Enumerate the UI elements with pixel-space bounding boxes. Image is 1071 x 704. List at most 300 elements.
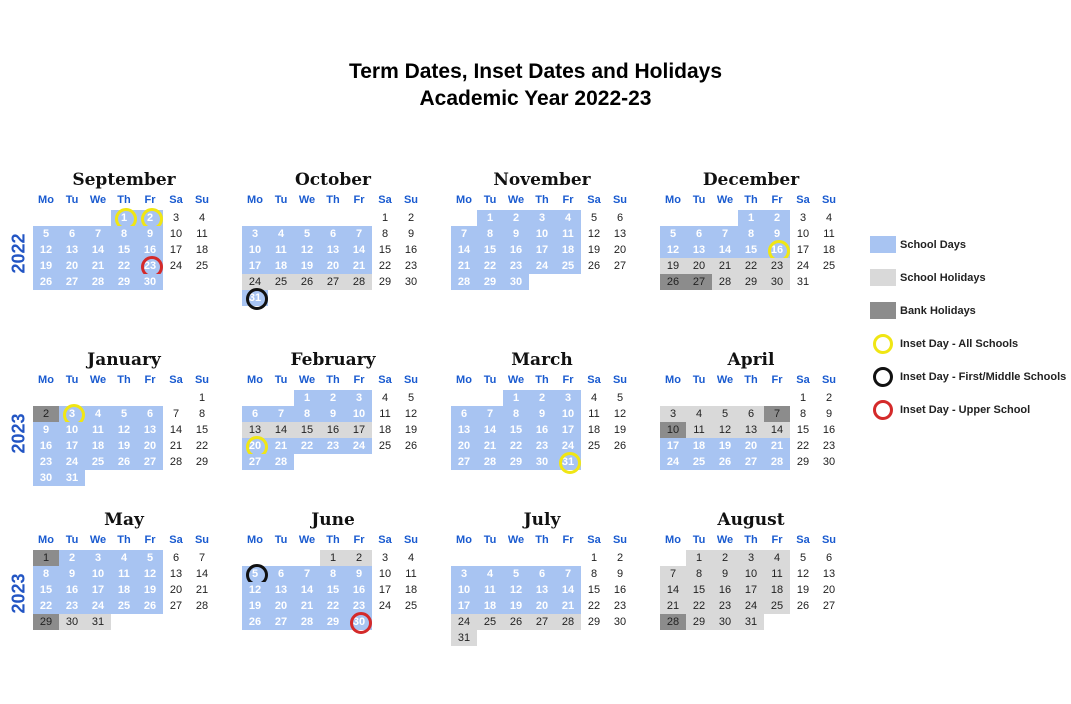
day-cell: 24 — [451, 614, 477, 630]
weekday-label: We — [507, 534, 525, 546]
day-cell: 2 — [764, 210, 790, 226]
inset-day-marker-icon — [559, 452, 581, 474]
weekday-header — [33, 374, 215, 390]
day-cell: 11 — [196, 228, 208, 240]
day-cell: 6 — [268, 566, 294, 582]
weekday-label: Th — [744, 374, 758, 386]
weekday-label: Su — [194, 534, 210, 546]
day-cell: 28 — [346, 274, 372, 290]
month-may — [33, 510, 215, 646]
school-days-swatch — [870, 236, 896, 253]
day-cell: 12 — [660, 242, 686, 258]
day-cell: 15 — [796, 424, 810, 436]
day-cell: 28 — [195, 600, 209, 612]
month-february — [242, 350, 424, 486]
day-cell: 13 — [320, 242, 346, 258]
day-cell: 22 — [378, 260, 392, 272]
weekday-label: Mo — [456, 374, 472, 386]
weekday-label: Tu — [65, 374, 79, 386]
day-cell: 4 — [555, 210, 581, 226]
day-cell: 24 — [85, 598, 111, 614]
weekday-header — [242, 374, 424, 390]
day-cell: 8 — [590, 568, 598, 580]
day-cell: 15 — [738, 242, 764, 258]
day-cell: 22 — [686, 598, 712, 614]
day-cell: 18 — [85, 438, 111, 454]
day-cell: 20 — [320, 258, 346, 274]
day-cell: 24 — [660, 454, 686, 470]
day-cell: 13 — [137, 422, 163, 438]
day-cell: 22 — [294, 438, 320, 454]
day-cell: 27 — [613, 260, 627, 272]
day-cell: 21 — [195, 584, 209, 596]
weekday-header — [660, 534, 842, 550]
weekday-label: We — [507, 374, 525, 386]
month-march — [451, 350, 633, 486]
weekday-header — [242, 194, 424, 210]
day-cell: 5 — [616, 392, 624, 404]
weekday-header — [33, 194, 215, 210]
day-cell: 16 — [346, 582, 372, 598]
day-cell: 27 — [59, 274, 85, 290]
weekday-label: Su — [821, 374, 837, 386]
weekday-label: Su — [403, 534, 419, 546]
weekday-label: Mo — [247, 374, 263, 386]
legend-item-inset-upper — [870, 393, 1066, 426]
day-cell: 23 — [712, 598, 738, 614]
day-cell: 16 — [503, 242, 529, 258]
day-cell: 13 — [613, 228, 627, 240]
weekday-label: Mo — [665, 194, 681, 206]
weekday-label: Su — [194, 194, 210, 206]
day-cell: 14 — [451, 242, 477, 258]
day-cell: 4 — [381, 392, 389, 404]
day-cell: 6 — [825, 552, 833, 564]
day-cell: 2 — [346, 550, 372, 566]
day-cell: 10 — [555, 406, 581, 422]
day-cell: 6 — [451, 406, 477, 422]
day-cell: 2 — [59, 550, 85, 566]
day-cell: 22 — [33, 598, 59, 614]
day-cell: 25 — [686, 454, 712, 470]
day-cell: 22 — [738, 258, 764, 274]
day-grid — [33, 390, 215, 486]
day-cell: 25 — [195, 260, 209, 272]
day-cell: 31 — [555, 454, 581, 470]
day-cell: 14 — [294, 582, 320, 598]
day-cell: 26 — [503, 614, 529, 630]
day-cell: 1 — [477, 210, 503, 226]
day-cell: 17 — [529, 242, 555, 258]
day-cell: 20 — [242, 438, 268, 454]
year-label-2023-b: 2023 — [8, 573, 29, 614]
month-january — [33, 350, 215, 486]
day-cell: 19 — [587, 244, 601, 256]
day-cell: 11 — [111, 566, 137, 582]
day-cell: 13 — [268, 582, 294, 598]
day-cell: 7 — [451, 226, 477, 242]
red-circle-icon — [873, 400, 893, 420]
day-cell: 18 — [111, 582, 137, 598]
day-cell: 8 — [294, 406, 320, 422]
day-cell: 26 — [242, 614, 268, 630]
day-cell: 26 — [294, 274, 320, 290]
day-cell: 11 — [588, 408, 600, 420]
day-cell: 3 — [85, 550, 111, 566]
day-cell: 1 — [33, 550, 59, 566]
day-cell: 27 — [242, 454, 268, 470]
day-cell: 24 — [346, 438, 372, 454]
day-cell: 26 — [613, 440, 627, 452]
day-cell: 6 — [59, 226, 85, 242]
day-cell: 7 — [555, 566, 581, 582]
weekday-header — [33, 534, 215, 550]
day-cell: 22 — [503, 438, 529, 454]
weekday-label: Su — [821, 194, 837, 206]
weekday-label: We — [716, 374, 734, 386]
weekday-label: We — [298, 374, 316, 386]
day-cell: 31 — [796, 276, 810, 288]
day-cell: 31 — [738, 614, 764, 630]
day-cell: 1 — [294, 390, 320, 406]
day-cell: 18 — [587, 424, 601, 436]
weekday-header — [451, 194, 633, 210]
weekday-header — [451, 374, 633, 390]
day-cell: 3 — [59, 406, 85, 422]
day-cell: 8 — [686, 566, 712, 582]
day-cell: 8 — [477, 226, 503, 242]
day-cell: 4 — [407, 552, 415, 564]
day-cell: 1 — [111, 210, 137, 226]
inset-day-marker-icon — [246, 288, 268, 310]
day-cell: 2 — [503, 210, 529, 226]
day-cell: 12 — [137, 566, 163, 582]
legend-label: Inset Day - First/Middle Schools — [900, 370, 1067, 383]
day-cell: 2 — [529, 390, 555, 406]
month-name: January — [87, 350, 161, 370]
bank-holidays-swatch — [870, 302, 896, 319]
day-cell: 10 — [660, 422, 686, 438]
day-cell: 19 — [796, 584, 810, 596]
day-cell: 26 — [111, 454, 137, 470]
day-cell: 21 — [294, 598, 320, 614]
day-cell: 13 — [529, 582, 555, 598]
day-cell: 29 — [33, 614, 59, 630]
day-cell: 12 — [242, 582, 268, 598]
day-cell: 5 — [660, 226, 686, 242]
day-cell: 4 — [111, 550, 137, 566]
day-cell: 3 — [799, 212, 807, 224]
page-subtitle: Academic Year 2022-23 — [419, 87, 652, 110]
day-cell: 27 — [451, 454, 477, 470]
weekday-label: Mo — [456, 194, 472, 206]
day-cell: 16 — [59, 582, 85, 598]
day-cell: 21 — [477, 438, 503, 454]
weekday-label: Th — [744, 194, 758, 206]
day-cell: 29 — [320, 614, 346, 630]
day-cell: 20 — [529, 598, 555, 614]
day-cell: 19 — [503, 598, 529, 614]
day-cell: 17 — [242, 258, 268, 274]
day-cell: 27 — [137, 454, 163, 470]
yellow-circle-icon — [873, 334, 893, 354]
day-cell: 15 — [320, 582, 346, 598]
day-cell: 31 — [451, 630, 477, 646]
day-cell: 30 — [613, 616, 627, 628]
weekday-label: Sa — [587, 374, 601, 386]
day-cell: 25 — [587, 440, 601, 452]
day-cell: 9 — [712, 566, 738, 582]
day-cell: 3 — [660, 406, 686, 422]
weekday-label: Th — [744, 534, 758, 546]
day-cell: 28 — [764, 454, 790, 470]
legend-label: Inset Day - All Schools — [900, 337, 1019, 350]
day-cell: 19 — [33, 258, 59, 274]
weekday-label: Sa — [169, 534, 183, 546]
weekday-header — [242, 534, 424, 550]
day-cell: 30 — [503, 274, 529, 290]
day-cell: 13 — [242, 422, 268, 438]
weekday-label: Th — [326, 534, 340, 546]
day-cell: 17 — [346, 422, 372, 438]
day-cell: 6 — [137, 406, 163, 422]
weekday-label: We — [89, 534, 107, 546]
day-cell: 17 — [169, 244, 183, 256]
day-cell: 3 — [242, 226, 268, 242]
month-name: February — [290, 350, 376, 370]
day-cell: 9 — [407, 228, 415, 240]
month-december — [660, 170, 842, 306]
day-cell: 5 — [503, 566, 529, 582]
day-cell: 14 — [660, 582, 686, 598]
day-cell: 10 — [169, 228, 183, 240]
day-cell: 17 — [555, 422, 581, 438]
weekday-label: Su — [194, 374, 210, 386]
day-cell: 19 — [111, 438, 137, 454]
weekday-label: Fr — [771, 374, 783, 386]
day-cell: 24 — [555, 438, 581, 454]
day-cell: 8 — [738, 226, 764, 242]
day-cell: 10 — [738, 566, 764, 582]
day-cell: 6 — [686, 226, 712, 242]
day-cell: 8 — [799, 408, 807, 420]
day-cell: 8 — [33, 566, 59, 582]
day-grid — [242, 390, 424, 486]
day-cell: 15 — [503, 422, 529, 438]
weekday-label: We — [89, 194, 107, 206]
day-cell: 21 — [169, 440, 183, 452]
day-cell: 13 — [738, 422, 764, 438]
day-cell: 8 — [381, 228, 389, 240]
day-cell: 20 — [59, 258, 85, 274]
day-cell: 29 — [503, 454, 529, 470]
day-cell: 23 — [320, 438, 346, 454]
month-july — [451, 510, 633, 646]
weekday-label: Fr — [353, 194, 365, 206]
day-cell: 19 — [294, 258, 320, 274]
weekday-label: Mo — [247, 194, 263, 206]
weekday-label: We — [507, 194, 525, 206]
day-cell: 31 — [85, 614, 111, 630]
weekday-label: Tu — [483, 534, 497, 546]
day-cell: 18 — [195, 244, 209, 256]
day-cell: 19 — [137, 582, 163, 598]
day-cell: 1 — [686, 550, 712, 566]
day-cell: 7 — [477, 406, 503, 422]
day-cell: 18 — [764, 582, 790, 598]
day-cell: 26 — [712, 454, 738, 470]
day-cell: 23 — [346, 598, 372, 614]
weekday-label: Th — [117, 374, 131, 386]
day-cell: 5 — [111, 406, 137, 422]
day-cell: 31 — [242, 290, 268, 306]
day-grid — [451, 210, 633, 306]
weekday-label: Su — [612, 534, 628, 546]
day-cell: 16 — [613, 584, 627, 596]
weekday-label: Mo — [38, 374, 54, 386]
weekday-label: Tu — [692, 374, 706, 386]
weekday-label: Tu — [692, 194, 706, 206]
weekday-label: Mo — [665, 534, 681, 546]
day-cell: 8 — [111, 226, 137, 242]
legend-label: Bank Holidays — [900, 304, 976, 317]
day-cell: 29 — [796, 456, 810, 468]
day-cell: 23 — [137, 258, 163, 274]
day-cell: 10 — [796, 228, 810, 240]
weekday-label: Tu — [65, 534, 79, 546]
day-cell: 5 — [590, 212, 598, 224]
day-cell: 28 — [555, 614, 581, 630]
day-cell: 19 — [404, 424, 418, 436]
day-cell: 28 — [660, 614, 686, 630]
day-cell: 22 — [111, 258, 137, 274]
weekday-label: Fr — [771, 194, 783, 206]
day-cell: 7 — [712, 226, 738, 242]
day-cell: 28 — [294, 614, 320, 630]
day-cell: 30 — [529, 454, 555, 470]
day-cell: 5 — [712, 406, 738, 422]
day-cell: 26 — [404, 440, 418, 452]
legend-label: Inset Day - Upper School — [900, 403, 1031, 416]
day-cell: 24 — [796, 260, 810, 272]
day-cell: 8 — [503, 406, 529, 422]
weekday-label: Fr — [144, 374, 156, 386]
month-april — [660, 350, 842, 486]
day-cell: 20 — [137, 438, 163, 454]
day-cell: 30 — [822, 456, 836, 468]
day-cell: 22 — [320, 598, 346, 614]
day-cell: 23 — [764, 258, 790, 274]
day-cell: 26 — [796, 600, 810, 612]
day-cell: 30 — [712, 614, 738, 630]
day-grid — [660, 210, 842, 306]
day-cell: 7 — [346, 226, 372, 242]
day-cell: 6 — [529, 566, 555, 582]
day-cell: 16 — [320, 422, 346, 438]
day-cell: 10 — [346, 406, 372, 422]
legend-item-bank-holidays — [870, 294, 1066, 327]
day-cell: 20 — [822, 584, 836, 596]
weekday-label: Th — [326, 374, 340, 386]
day-cell: 26 — [660, 274, 686, 290]
day-cell: 29 — [378, 276, 392, 288]
day-cell: 25 — [268, 274, 294, 290]
day-cell: 18 — [555, 242, 581, 258]
black-circle-icon — [873, 367, 893, 387]
day-cell: 2 — [320, 390, 346, 406]
weekday-header — [660, 194, 842, 210]
day-cell: 11 — [85, 422, 111, 438]
legend-item-school-days — [870, 228, 1066, 261]
day-cell: 2 — [137, 210, 163, 226]
weekday-label: Sa — [587, 534, 601, 546]
day-cell: 20 — [169, 584, 183, 596]
weekday-label: Tu — [692, 534, 706, 546]
weekday-label: Th — [535, 374, 549, 386]
inset-day-marker-icon — [350, 612, 372, 634]
day-cell: 7 — [294, 566, 320, 582]
day-cell: 27 — [529, 614, 555, 630]
day-cell: 2 — [712, 550, 738, 566]
month-name: June — [311, 510, 355, 530]
day-cell: 30 — [59, 614, 85, 630]
day-cell: 27 — [268, 614, 294, 630]
weekday-label: Tu — [274, 534, 288, 546]
day-cell: 2 — [407, 212, 415, 224]
day-grid — [33, 550, 215, 646]
day-cell: 22 — [587, 600, 601, 612]
day-cell: 16 — [404, 244, 418, 256]
day-cell: 10 — [378, 568, 392, 580]
day-cell: 7 — [764, 406, 790, 422]
day-cell: 3 — [451, 566, 477, 582]
day-cell: 29 — [738, 274, 764, 290]
day-cell: 7 — [85, 226, 111, 242]
month-november — [451, 170, 633, 306]
day-cell: 21 — [451, 258, 477, 274]
day-cell: 1 — [738, 210, 764, 226]
day-cell: 3 — [172, 212, 180, 224]
day-cell: 16 — [764, 242, 790, 258]
day-cell: 3 — [346, 390, 372, 406]
day-cell: 25 — [378, 440, 392, 452]
weekday-label: We — [298, 194, 316, 206]
day-cell: 6 — [172, 552, 180, 564]
day-grid — [451, 550, 633, 646]
day-cell: 26 — [33, 274, 59, 290]
day-cell: 16 — [529, 422, 555, 438]
day-cell: 18 — [477, 598, 503, 614]
legend-item-school-holidays — [870, 261, 1066, 294]
day-cell: 30 — [404, 276, 418, 288]
day-cell: 29 — [111, 274, 137, 290]
weekday-label: Sa — [378, 374, 392, 386]
day-cell: 21 — [85, 258, 111, 274]
day-cell: 20 — [268, 598, 294, 614]
day-cell: 7 — [198, 552, 206, 564]
day-cell: 14 — [477, 422, 503, 438]
day-cell: 21 — [268, 438, 294, 454]
month-name: November — [493, 170, 591, 190]
weekday-label: Su — [612, 374, 628, 386]
day-cell: 11 — [823, 228, 835, 240]
weekday-header — [451, 534, 633, 550]
day-cell: 17 — [660, 438, 686, 454]
day-cell: 13 — [169, 568, 183, 580]
month-name: September — [72, 170, 176, 190]
day-cell: 9 — [764, 226, 790, 242]
day-cell: 15 — [378, 244, 392, 256]
